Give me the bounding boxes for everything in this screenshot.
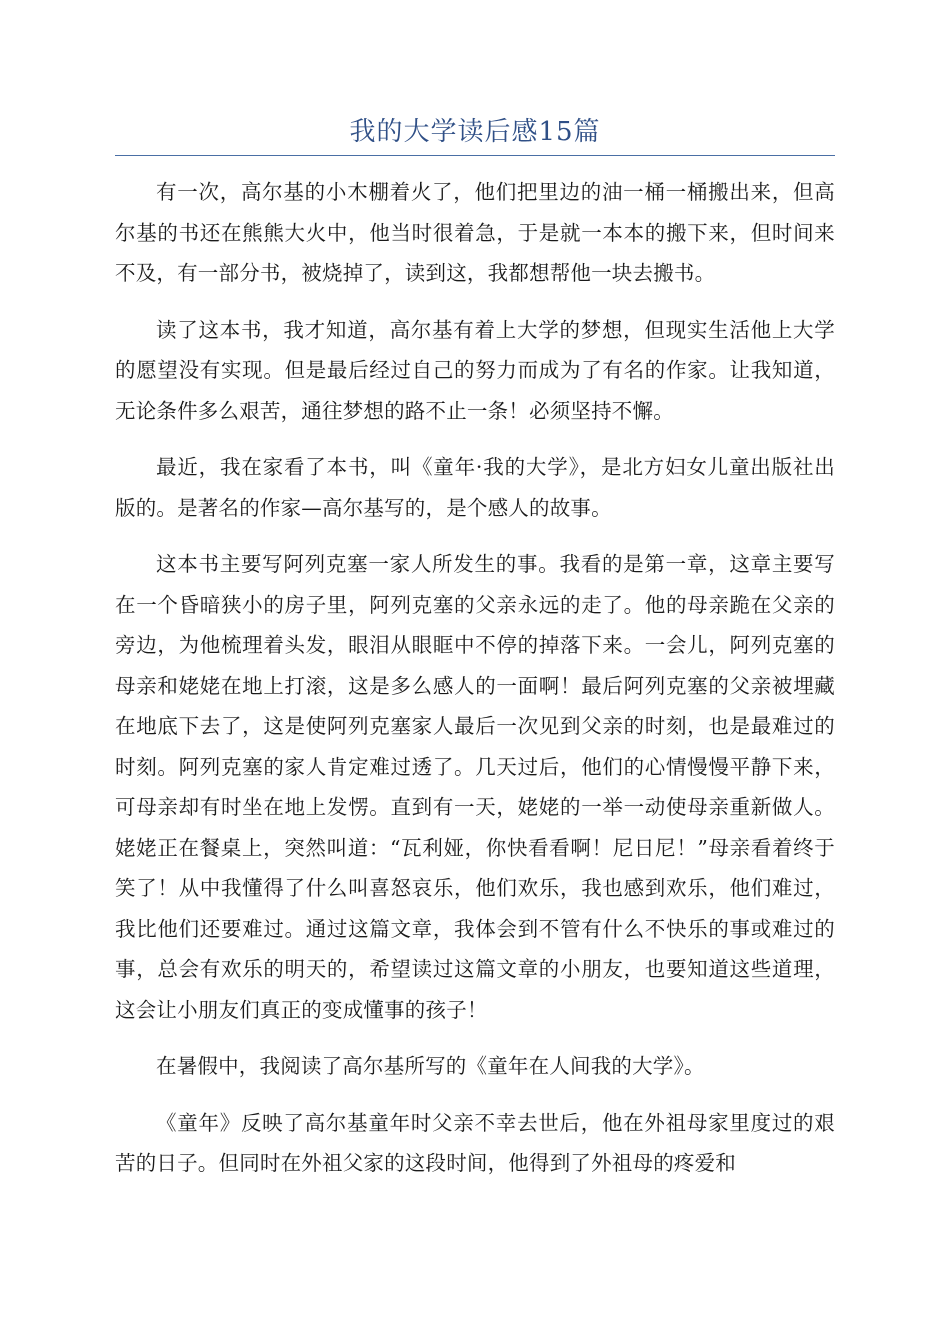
title-underline [115, 155, 835, 156]
document-title: 我的大学读后感15篇 [349, 117, 601, 147]
paragraph: 有一次，高尔基的小木棚着火了，他们把里边的油一桶一桶搬出来，但高尔基的书还在熊熊大火中，他当时很着急，于是就一本本的搬下来，但时间来不及，有一部分书，被烧掉了，读到这，我都想帮他一块去搬书。 [115, 180, 835, 285]
paragraph: 读了这本书，我才知道，高尔基有着上大学的梦想，但现实生活他上大学的愿望没有实现。但是最后经过自己的努力而成为了有名的作家。让我知道，无论条件多么艰苦，通往梦想的路不止一条！必须坚持不懈。 [115, 317, 835, 423]
document-body [115, 172, 835, 1200]
paragraph: 《童年》反映了高尔基童年时父亲不幸去世后，他在外祖母家里度过的艰苦的日子。但同时在外祖父家的这段时间，他得到了外祖母的疼爱和 [115, 1110, 835, 1175]
paragraph: 最近，我在家看了本书，叫《童年·我的大学》，是北方妇女儿童出版社出版的。是著名的作家—高尔基写的，是个感人的故事。 [115, 455, 835, 520]
paragraph: 在暑假中，我阅读了高尔基所写的《童年在人间我的大学》。 [156, 1054, 705, 1078]
paragraph: 这本书主要写阿列克塞一家人所发生的事。我看的是第一章，这章主要写在一个昏暗狭小的房子里，阿列克塞的父亲永远的走了。他的母亲跪在父亲的旁边，为他梳理着头发，眼泪从眼眶中不停的掉落下来。一会儿，阿列克塞的母亲和姥姥在地上打滚，这是多么感人的一面啊！最后阿列克塞的父亲被埋藏在地底下去了，这是使阿列克塞家人最后一次见到父亲的时刻，也是最难过的时刻。阿列克塞的家人肯定难过透了。几天过后，他们的心情慢慢平静下来，可母亲却有时坐在地上发愣。直到有一天，姥姥的一举一动使母亲重新做人。姥姥正在餐桌上，突然叫道：“瓦利娅，你快看看啊！尼日尼！”母亲看着终于笑了！从中我懂得了什么叫喜怒哀乐，他们欢乐，我也感到欢乐，他们难过，我比他们还要难过。通过这篇文章，我体会到不管有什么不快乐的事或难过的事，总会有欢乐的明天的，希望读过这篇文章的小朋友，也要知道这些道理，这会让小朋友们真正的变成懂事的孩子！ [115, 552, 835, 1022]
